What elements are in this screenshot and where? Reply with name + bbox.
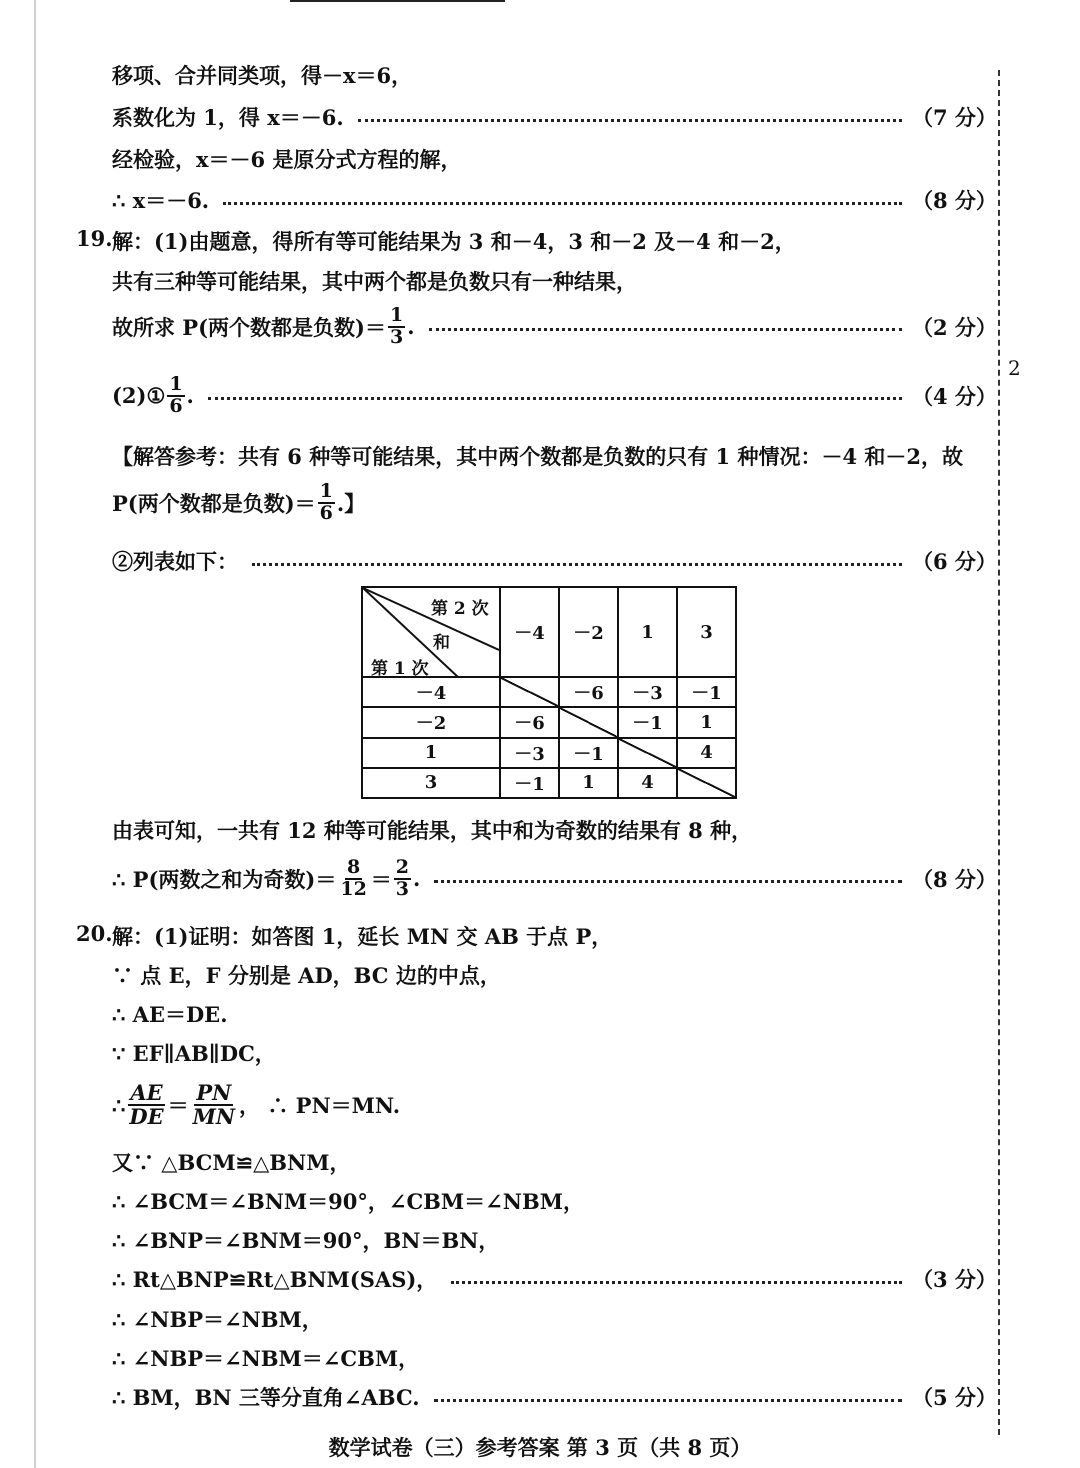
fraction: $\frac{1}{3}$ [389, 304, 404, 348]
header-second-draw: 第 2 次 [431, 599, 489, 619]
row-header: －2 [362, 707, 500, 737]
table-cell: －3 [500, 738, 559, 768]
score-label: （3 分） [912, 1267, 997, 1292]
score-label: （4 分） [912, 383, 997, 409]
q20-line-2: ∵ 点 E，F 分别是 AD，BC 边的中点， [112, 963, 501, 988]
score-label: （2 分） [912, 314, 997, 340]
diagonal-cell [618, 738, 677, 768]
row-header: 3 [362, 768, 500, 798]
table-cell: －1 [618, 707, 677, 737]
right-binding-line [998, 70, 1000, 1435]
table-cell: －3 [618, 677, 677, 707]
q20-line-7: ∴ ∠BCM＝∠BNM＝90°，∠CBM＝∠NBM， [112, 1189, 584, 1214]
line-check: 经检验，x＝－6 是原分式方程的解， [112, 147, 462, 172]
dot-leader [451, 1281, 902, 1284]
row-header: －4 [362, 677, 500, 707]
table-row [362, 677, 736, 707]
table-cell: －1 [500, 768, 559, 798]
q20-line-3: ∴ AE＝DE. [112, 1002, 228, 1027]
q20-line-1: 解：(1)证明：如答图 1，延长 MN 交 AB 于点 P， [112, 924, 613, 949]
dot-leader [208, 397, 902, 400]
line-answer: ∴ x＝－6. （8 分） [112, 185, 988, 215]
q19-line-1: 解：(1)由题意，得所有等可能结果为 3 和－4，3 和－2 及－4 和－2， [112, 229, 796, 254]
q20-line-5: ∴ $\frac{AE}{DE}$ ＝ $\frac{PN}{MN}$ ， ∴ PN＝MN. [112, 1080, 401, 1130]
fraction: $\frac{8}{12}$ [340, 856, 367, 900]
table-cell: －6 [559, 677, 618, 707]
sum-table [361, 586, 737, 799]
q20-line-9: ∴ Rt△BNP≌Rt△BNM(SAS)， （3 分） [112, 1264, 988, 1294]
dot-leader [429, 328, 902, 331]
col-header: －2 [559, 587, 618, 677]
table-cell: －1 [559, 738, 618, 768]
score-label: （8 分） [912, 188, 997, 213]
q20-line-12: ∴ BM，BN 三等分直角∠ABC. （5 分） [112, 1382, 988, 1412]
table-cell: 4 [677, 738, 736, 768]
q19-line-3: 故所求 P(两个数都是负数)＝ $\frac{1}{3}$ . （2 分） [112, 304, 997, 348]
line-combine: 移项、合并同类项，得－x＝6， [112, 63, 413, 88]
score-label: （8 分） [912, 866, 997, 892]
table-row [362, 738, 736, 768]
q20-line-10: ∴ ∠NBP＝∠NBM， [112, 1307, 323, 1332]
diagonal-cell [677, 768, 736, 798]
table-corner-header [362, 587, 500, 677]
q20-line-8: ∴ ∠BNP＝∠BNM＝90°，BN＝BN， [112, 1228, 500, 1253]
table-cell: 4 [618, 768, 677, 798]
line-coefficient: 系数化为 1，得 x＝－6. （7 分） [112, 102, 988, 132]
question-number-20: 20. [76, 921, 113, 946]
dot-leader [434, 880, 902, 883]
q20-line-6: 又∵ △BCM≌△BNM， [112, 1150, 351, 1175]
table-cell: －1 [677, 677, 736, 707]
q19-line-5: ②列表如下： （6 分） [112, 546, 988, 576]
fraction: $\frac{PN}{MN}$ [192, 1080, 236, 1130]
score-label: （7 分） [912, 105, 997, 130]
dot-leader [223, 202, 902, 205]
q20-line-11: ∴ ∠NBP＝∠NBM＝∠CBM， [112, 1346, 420, 1371]
score-label: （5 分） [912, 1385, 997, 1410]
col-header: 1 [618, 587, 677, 677]
question-number-19: 19. [76, 226, 113, 251]
fraction: $\frac{1}{6}$ [319, 480, 333, 524]
header-first-draw: 第 1 次 [371, 659, 429, 679]
fraction: $\frac{1}{6}$ [169, 373, 183, 417]
table-row [362, 707, 736, 737]
dot-leader [252, 563, 902, 566]
dot-leader [358, 119, 902, 122]
fraction: $\frac{AE}{DE}$ [129, 1080, 164, 1130]
margin-mark: 2 [1008, 356, 1021, 380]
q19-line-2: 共有三种等可能结果，其中两个都是负数只有一种结果， [112, 269, 637, 294]
page-footer: 数学试卷（三）参考答案 第 3 页（共 8 页） [328, 1435, 752, 1460]
diagonal-cell [559, 707, 618, 737]
header-sum: 和 [433, 633, 450, 653]
q19-reference-2: P(两个数都是负数)＝ $\frac{1}{6}$ .】 [112, 480, 366, 524]
table-cell: 1 [559, 768, 618, 798]
table-cell: 1 [677, 707, 736, 737]
score-label: （6 分） [912, 549, 997, 574]
q19-line-4: (2)① $\frac{1}{6}$ . （4 分） [112, 373, 997, 417]
table-cell: －6 [500, 707, 559, 737]
left-page-edge [34, 0, 36, 1468]
row-header: 1 [362, 738, 500, 768]
fraction: $\frac{2}{3}$ [395, 856, 410, 900]
q20-line-4: ∵ EF∥AB∥DC， [112, 1041, 276, 1066]
q19-line-7: ∴ P(两数之和为奇数)＝ $\frac{8}{12}$ ＝ $\frac{2}{3}$ . （8 分） [112, 856, 997, 900]
table-row [362, 768, 736, 798]
q19-line-6: 由表可知，一共有 12 种等可能结果，其中和为奇数的结果有 8 种， [112, 818, 753, 843]
top-edge-line [290, 0, 505, 2]
q19-reference-1: 【解答参考：共有 6 种等可能结果，其中两个数都是负数的只有 1 种情况：－4 和－2，故 [112, 444, 963, 469]
col-header: 3 [677, 587, 736, 677]
diagonal-cell [500, 677, 559, 707]
dot-leader [434, 1399, 902, 1402]
col-header: －4 [500, 587, 559, 677]
